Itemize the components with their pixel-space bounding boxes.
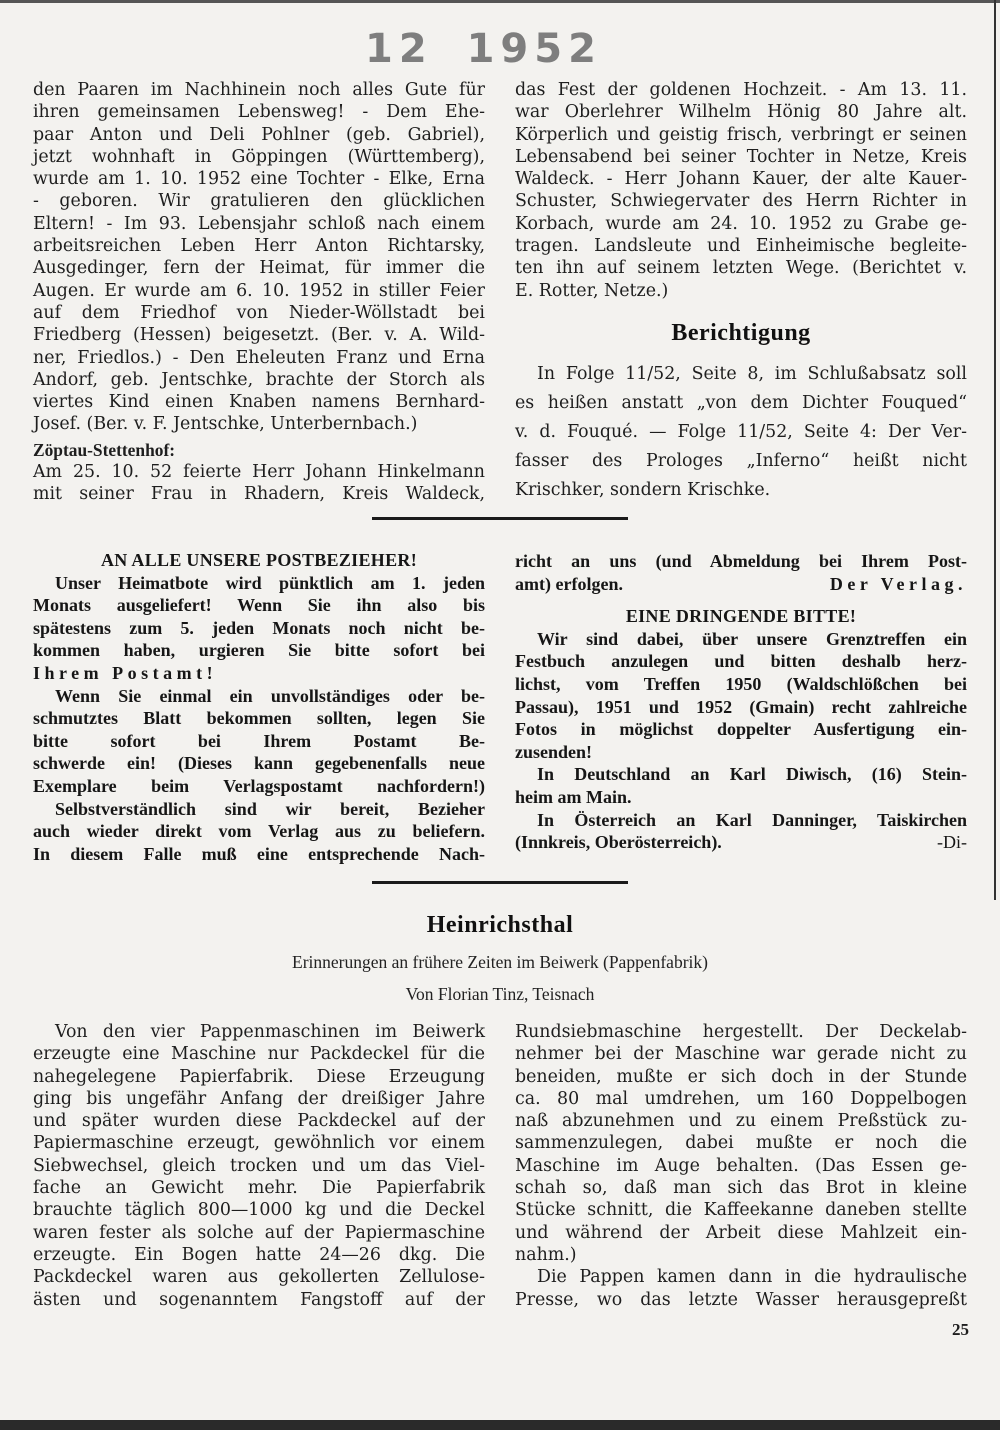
text-line: v. d. Fouqué. — Folge 11/52, Seite 4: Der Ver- — [515, 422, 967, 442]
text-line: schah so, daß man sich das Brot in kleine — [515, 1178, 967, 1199]
text-line: E. Rotter, Netze.) — [515, 280, 669, 301]
text-fragment: amt) erfolgen. — [515, 573, 623, 594]
text-line: In Deutschland an Karl Diwisch, (16) Stein- — [537, 764, 967, 785]
text-line: Maschine im Auge behalten. (Das Essen ge- — [515, 1155, 967, 1176]
text-line: Waldeck. - Herr Johann Kauer, der alte Kauer- — [515, 169, 967, 190]
top-left-column — [33, 79, 485, 506]
article-byline — [0, 984, 1000, 1005]
text-line: In Österreich an Karl Danninger, Taiskirchen — [537, 809, 967, 830]
text-line: Die Pappen kamen dann in die hydraulische — [537, 1267, 967, 1288]
correction-text — [515, 360, 967, 505]
notice-title: AN ALLE UNSERE POSTBEZIEHER! — [101, 550, 417, 570]
article-title: Heinrichsthal — [426, 912, 574, 938]
notice-continuation — [515, 550, 967, 854]
text-line: Passau), 1951 und 1952 (Gmain) recht zahlreiche — [515, 696, 967, 717]
text-line: - geboren. Wir gratulieren den glücklichen — [33, 191, 485, 212]
text-line: Von den vier Pappenmaschinen im Beiwerk — [55, 1022, 485, 1042]
text-line: viertes Kind einen Knaben namens Bernhard- — [33, 392, 485, 413]
text-line: jetzt wohnhaft in Göppingen (Württemberg), — [33, 146, 485, 167]
text-line — [515, 573, 967, 596]
section-divider — [372, 517, 628, 520]
text-line: ca. 80 mal umdrehen, um 160 Doppelbogen — [515, 1088, 967, 1109]
page-number: 25 — [952, 1320, 969, 1339]
article-subtitle: Erinnerungen an frühere Zeiten im Beiwerk (Pappenfabrik) — [292, 952, 708, 972]
text-line: Stücke schnitt, die Kaffeekanne daneben stellte — [515, 1200, 967, 1221]
section-divider — [372, 881, 628, 884]
text-line: Papiermaschine erzeugt, gewöhnlich vor einem — [33, 1133, 485, 1154]
text-line: Friedberg (Hessen) beigesetzt. (Ber. v. A. Wild- — [33, 325, 485, 346]
text-line: Eltern! - Im 93. Lebensjahr schloß nach einem — [33, 213, 485, 234]
text-line: waren fester als solche auf der Papiermaschine — [33, 1222, 485, 1243]
text-line: nahm.) — [515, 1244, 577, 1265]
text-line: Festbuch anzulegen und bitten deshalb herz- — [515, 651, 967, 672]
text-line: erzeugte. Ein Bogen hatte 24—26 dkg. Die — [33, 1244, 485, 1265]
text-line: Exemplare beim Verlagspostamt nachfordern!) — [33, 775, 485, 796]
scan-bottom-edge — [0, 1420, 1000, 1430]
article-left-column — [33, 1021, 485, 1311]
text-line: schwerde ein! (Dieses kann gegebenenfalls neue — [33, 753, 485, 774]
notice-postbezieher — [33, 549, 485, 865]
text-line: heim am Main. — [515, 786, 632, 807]
berichtigung-heading: Berichtigung — [671, 320, 811, 346]
text-line: beneiden, mußte er sich doch in der Stunde — [515, 1066, 967, 1087]
text-line: Ihrem Postamt! — [33, 662, 218, 683]
text-line: ging bis ungefähr Anfang der dreißiger Jahre — [33, 1088, 485, 1109]
text-line: Presse, wo das letzte Wasser herausgepreßt — [515, 1289, 967, 1310]
text-line: Am 25. 10. 52 feierte Herr Johann Hinkelmann — [33, 462, 485, 483]
text-line: Selbstverständlich sind wir bereit, Bezieher — [55, 798, 485, 819]
text-line: ästen und sogenanntem Fangstoff auf der — [33, 1289, 485, 1310]
text-line: naß abzunehmen und zu einem Preßstück zu- — [515, 1111, 967, 1132]
text-line: und während der Arbeit diese Mahlzeit ein- — [515, 1222, 967, 1243]
text-line: das Fest der goldenen Hochzeit. - Am 13. 11. — [515, 80, 967, 100]
text-line: Andorf, geb. Jentschke, brachte der Storch als — [33, 369, 485, 390]
text-fragment: (Innkreis, Oberösterreich). — [515, 832, 722, 853]
text-line: bitte sofort bei Ihrem Postamt Be- — [33, 730, 485, 751]
text-line: ihren gemeinsamen Lebensweg! - Dem Ehe- — [33, 102, 485, 123]
text-line: es heißen anstatt „von dem Dichter Fouqued“ — [515, 393, 967, 413]
text-line: Schuster, Schwiegervater des Herrn Richter in — [515, 191, 967, 212]
text-line: Wir sind dabei, über unsere Grenztreffen ein — [537, 628, 967, 649]
text-line: In diesem Falle muß eine entsprechende Nach- — [33, 843, 485, 864]
text-line: fasser des Prologes „Inferno“ heißt nicht — [515, 451, 967, 471]
text-line: nehmer bei der Maschine war gerade nicht zu — [515, 1044, 967, 1065]
text-line: Körperlich und geistig frisch, verbringt er seinen — [515, 124, 967, 145]
text-line: schmutztes Blatt bekommen sollten, legen Sie — [33, 708, 485, 729]
text-line: lichst, vom Treffen 1950 (Waldschlößchen bei — [515, 673, 967, 694]
text-line: Augen. Er wurde am 6. 10. 1952 in stiller Feier — [33, 280, 485, 301]
text-line: Fotos in möglichst doppelter Ausfertigung ein- — [515, 719, 967, 740]
section-subheading: Zöptau-Stettenhof: — [33, 439, 176, 460]
text-line: war Oberlehrer Wilhelm Hönig 80 Jahre alt. — [515, 102, 967, 123]
article-right-column — [515, 1021, 967, 1311]
text-line: den Paaren im Nachhinein noch alles Gute für — [33, 80, 485, 100]
text-line — [515, 831, 967, 854]
text-line: Lebensabend bei seiner Tochter in Netze, Kreis — [515, 146, 967, 167]
text-line: brauchte täglich 800—1000 kg und die Deckel — [33, 1200, 485, 1221]
text-line: paar Anton und Deli Pohlner (geb. Gabriel), — [33, 124, 485, 145]
text-line: Packdeckel waren aus gekollerten Zellulose- — [33, 1267, 485, 1288]
text-line: ten ihn auf seinem letzten Wege. (Berichtet v. — [515, 258, 967, 279]
notice-title: EINE DRINGENDE BITTE! — [625, 606, 857, 627]
text-line: auch wieder direkt vom Verlag aus zu beliefern. — [33, 821, 485, 842]
text-line: Wenn Sie einmal ein unvollständiges oder be- — [55, 685, 485, 706]
author-initials: -Di- — [937, 832, 967, 853]
text-line: nahegelegene Papierfabrik. Diese Erzeugung — [33, 1066, 485, 1087]
text-line: wurde am 1. 10. 1952 eine Tochter - Elke, Erna — [33, 169, 485, 190]
text-line: arbeitsreichen Leben Herr Anton Richtarsky, — [33, 236, 485, 257]
text-line: spätestens zum 5. jeden Monats noch nicht be- — [33, 617, 485, 638]
text-line: richt an uns (und Abmeldung bei Ihrem Post- — [515, 551, 967, 571]
text-line: erzeugte eine Maschine nur Packdeckel für die — [33, 1044, 485, 1065]
text-line: Korbach, wurde am 24. 10. 1952 zu Grabe ge- — [515, 213, 967, 234]
text-line: In Folge 11/52, Seite 8, im Schlußabsatz soll — [537, 364, 967, 384]
text-line: Siebwechsel, gleich trocken und um das Viel- — [33, 1155, 485, 1176]
text-line: sammenzulegen, dabei mußte er noch die — [515, 1133, 967, 1154]
text-line: Rundsiebmaschine hergestellt. Der Deckelab- — [515, 1022, 967, 1042]
text-line: mit seiner Frau in Rhadern, Kreis Waldeck, — [33, 484, 485, 505]
text-line: ner, Friedlos.) - Den Eheleuten Franz und Erna — [33, 347, 485, 368]
text-line: Unser Heimatbote wird pünktlich am 1. jeden — [55, 572, 485, 593]
text-line: Monats ausgeliefert! Wenn Sie ihn also bis — [33, 595, 485, 616]
publisher-signature: Der Verlag. — [829, 573, 967, 594]
text-line: zusenden! — [515, 741, 593, 762]
text-line: tragen. Landsleute und Einheimische begleite- — [515, 236, 967, 257]
text-line: auf dem Friedhof von Nieder-Wöllstadt bei — [33, 302, 485, 323]
date-stamp: 12 1952 — [365, 26, 602, 72]
top-right-column — [515, 79, 967, 302]
scan-right-edge — [994, 0, 996, 900]
text-line: Krischker, sondern Krischke. — [515, 480, 771, 500]
text-line: Josef. (Ber. v. F. Jentschke, Unterbernbach.) — [33, 414, 418, 435]
scan-top-edge — [0, 0, 1000, 3]
text-line: Ausgedinger, fern der Heimat, für immer die — [33, 258, 485, 279]
text-line: kommen haben, urgieren Sie bitte sofort bei — [33, 640, 485, 661]
byline-text: Von Florian Tinz, Teisnach — [405, 984, 595, 1004]
text-line: fache an Gewicht mehr. Die Papierfabrik — [33, 1178, 485, 1199]
text-line: und später wurden diese Packdeckel auf der — [33, 1111, 485, 1132]
